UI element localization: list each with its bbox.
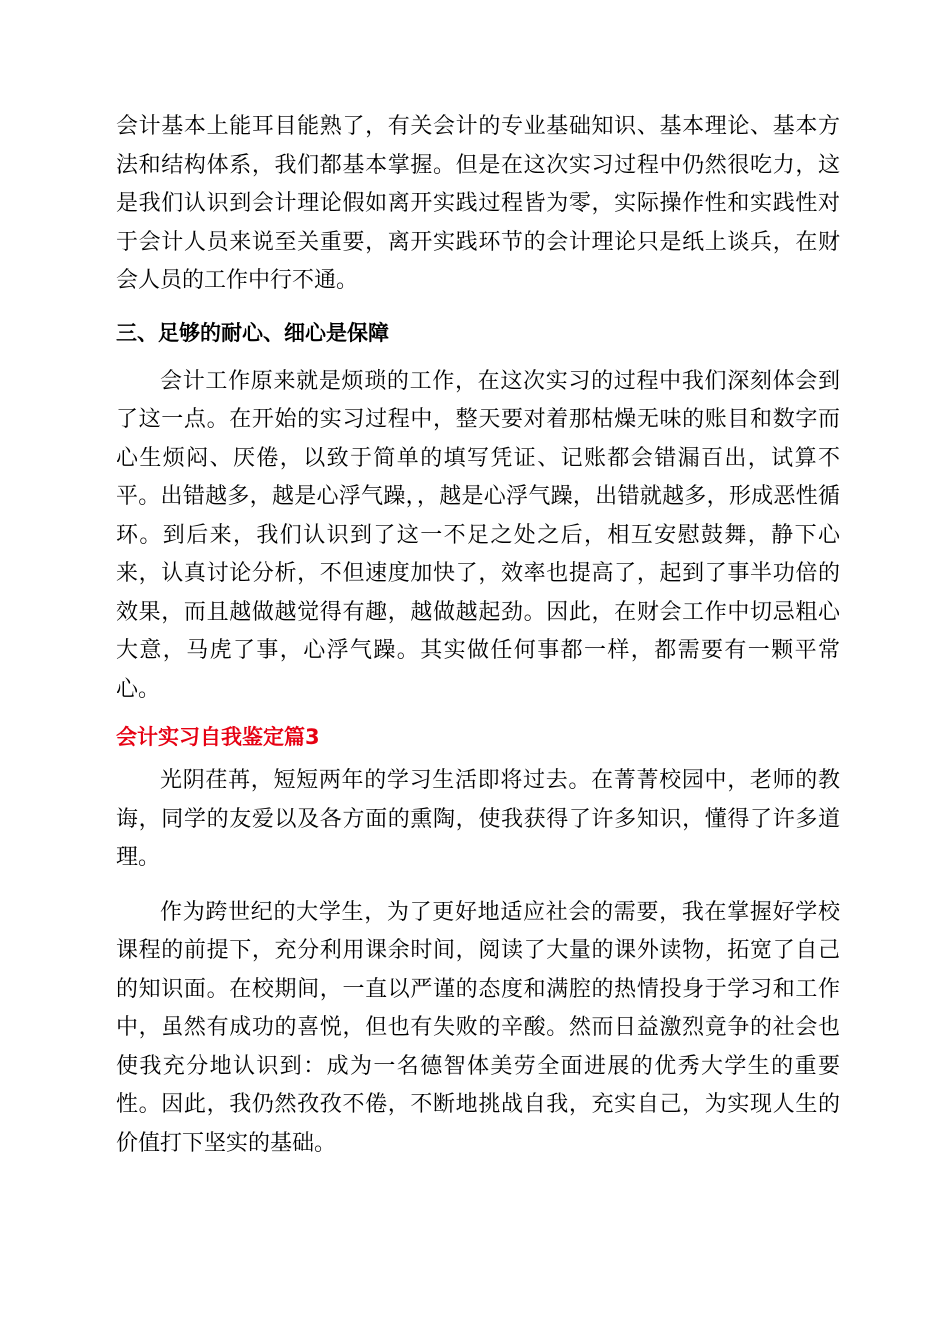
document-body bbox=[116, 108, 840, 1163]
paragraph-study: 作为跨世纪的大学生，为了更好地适应社会的需要，我在掌握好学校课程的前提下，充分利用课余时间，阅读了大量的课外读物，拓宽了自己的知识面。在校期间，一直以严谨的态度和满腔的热情投身于学习和工作中，虽然有成功的喜悦，但也有失败的辛酸。然而日益激烈竟争的社会也使我充分地认识到：成为一名德智体美劳全面进展的优秀大学生的重要性。因此，我仍然孜孜不倦，不断地挑战自我，充实自己，为实现人生的价值打下坚实的基础。 bbox=[116, 899, 840, 1156]
spacer bbox=[116, 709, 840, 718]
article-title: 会计实习自我鉴定篇3 bbox=[116, 725, 320, 749]
paragraph-continuation: 会计基本上能耳目能熟了，有关会计的专业基础知识、基本理论、基本方法和结构体系，我们都基本掌握。但是在这次实习过程中仍然很吃力，这是我们认识到会计理论假如离开实践过程皆为零，实际操作性和实践性对于会计人员来说至关重要，离开实践环节的会计理论只是纸上谈兵，在财会人员的工作中行不通。 bbox=[116, 114, 840, 293]
spacer bbox=[116, 352, 840, 363]
section-heading: 三、足够的耐心、细心是保障 bbox=[116, 320, 389, 345]
spacer bbox=[116, 878, 840, 894]
spacer bbox=[116, 301, 840, 314]
paragraph-patience: 会计工作原来就是烦琐的工作，在这次实习的过程中我们深刻体会到了这一点。在开始的实习过程中，整天要对着那枯燥无味的账目和数字而心生烦闷、厌倦，以致于简单的填写凭证、记账都会错漏百出，试算不平。出错越多，越是心浮气躁，，越是心浮气躁，出错就越多，形成恶性循环。到后来，我们认识到了这一不足之处之后，相互安慰鼓舞，静下心来，认真讨论分析，不但速度加快了，效率也提高了，起到了事半功倍的效果，而且越做越觉得有趣，越做越起劲。因此，在财会工作中切忌粗心大意，马虎了事，心浮气躁。其实做任何事都一样，都需要有一颗平常心。 bbox=[116, 368, 840, 702]
paragraph-intro: 光阴荏苒，短短两年的学习生活即将过去。在菁菁校园中，老师的教诲，同学的友爱以及各方面的熏陶，使我获得了许多知识，懂得了许多道理。 bbox=[116, 768, 840, 870]
